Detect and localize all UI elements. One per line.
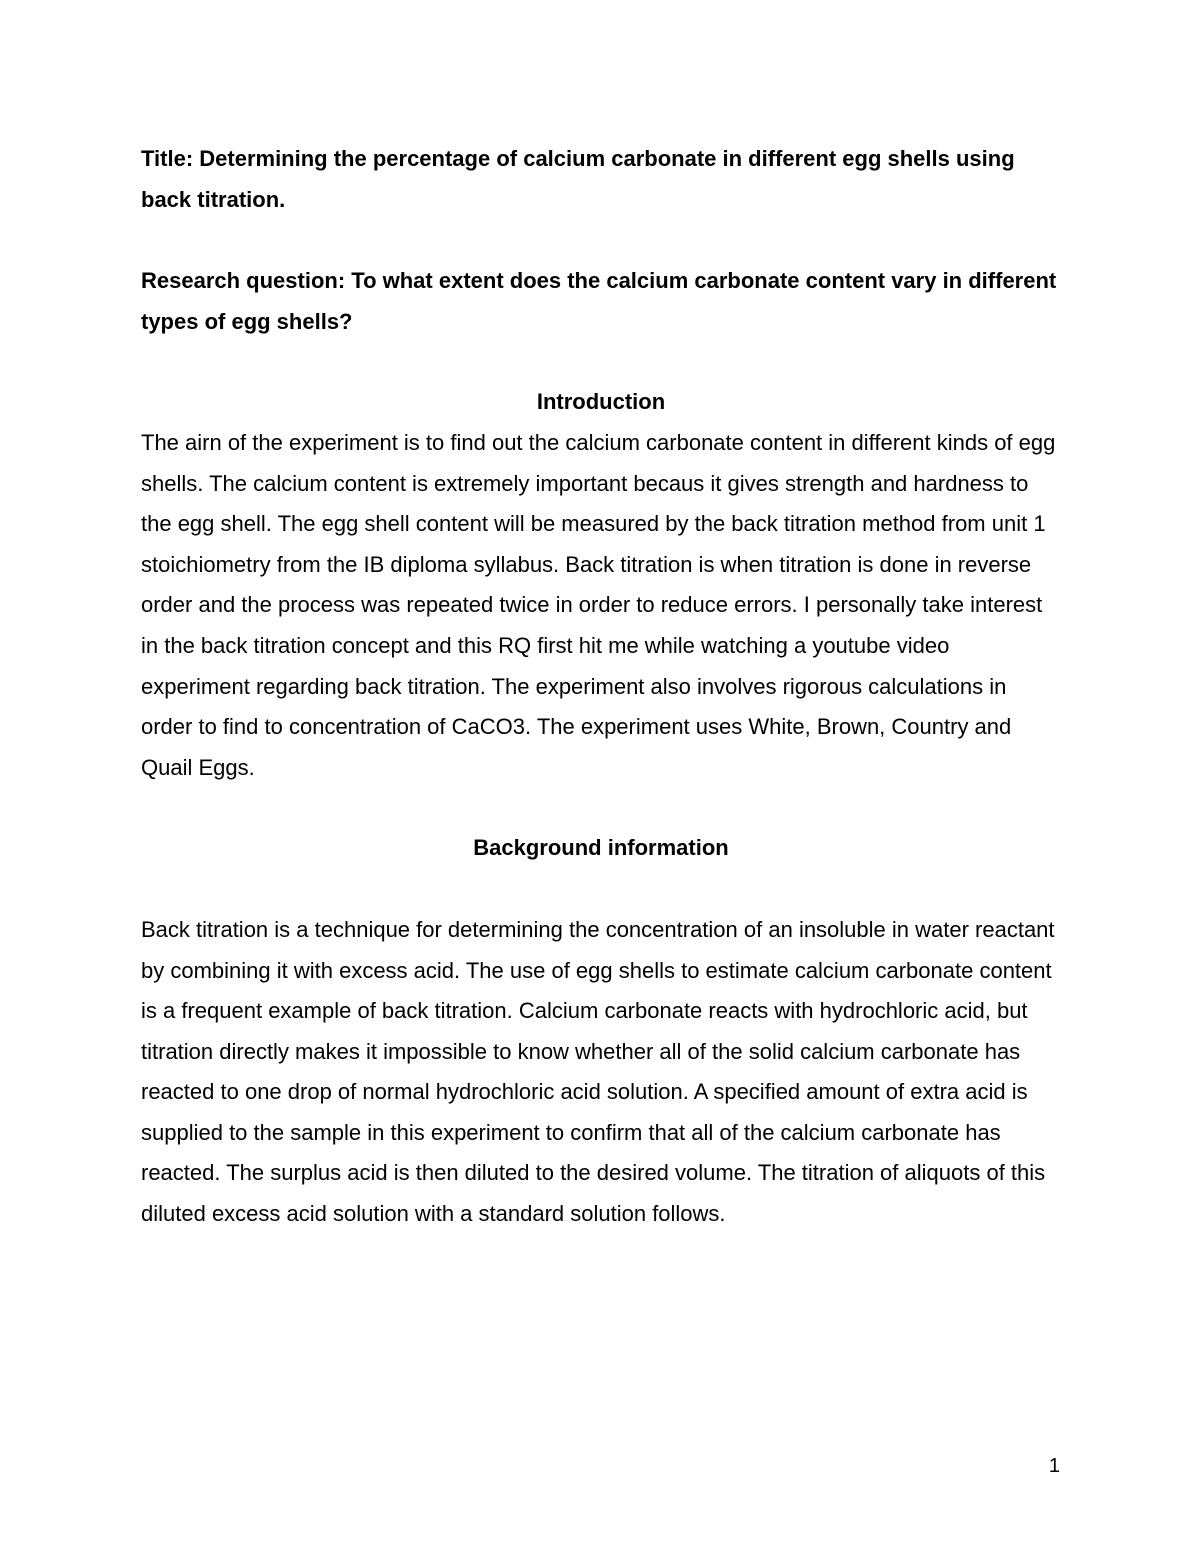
- document-page: [141, 139, 1061, 1235]
- background-heading: Background information: [473, 835, 729, 861]
- page-number: 1: [1048, 1455, 1060, 1477]
- document-title: Title: Determining the percentage of calcium carbonate in different egg shells using back titration.: [141, 146, 1015, 212]
- background-paragraph: Back titration is a technique for determining the concentration of an insoluble in water reactant by combining it with excess acid. The use of egg shells to estimate calcium carbonate content is a frequent example of back titration. Calcium carbonate reacts with hydrochloric acid, but titration directly makes it impossible to know whether all of the solid calcium carbonate has reacted to one drop of normal hydrochloric acid solution. A specified amount of extra acid is supplied to the sample in this experiment to confirm that all of the calcium carbonate has reacted. The surplus acid is then diluted to the desired volume. The titration of aliquots of this diluted excess acid solution with a standard solution follows.: [141, 916, 1055, 1227]
- introduction-heading: Introduction: [536, 389, 666, 415]
- research-question: Research question: To what extent does the calcium carbonate content vary in different types of egg shells?: [141, 268, 1057, 334]
- introduction-paragraph: The airn of the experiment is to find out the calcium carbonate content in different kinds of egg shells. The calcium content is extremely important becaus it gives strength and hardness to the egg shell. The egg shell content will be measured by the back titration method from unit 1 stoichiometry from the IB diploma syllabus. Back titration is when titration is done in reverse order and the process was repeated twice in order to reduce errors. I personally take interest in the back titration concept and this RQ first hit me while watching a youtube video experiment regarding back titration. The experiment also involves rigorous calculations in order to find to concentration of CaCO3. The experiment uses White, Brown, Country and Quail Eggs.: [141, 429, 1056, 780]
